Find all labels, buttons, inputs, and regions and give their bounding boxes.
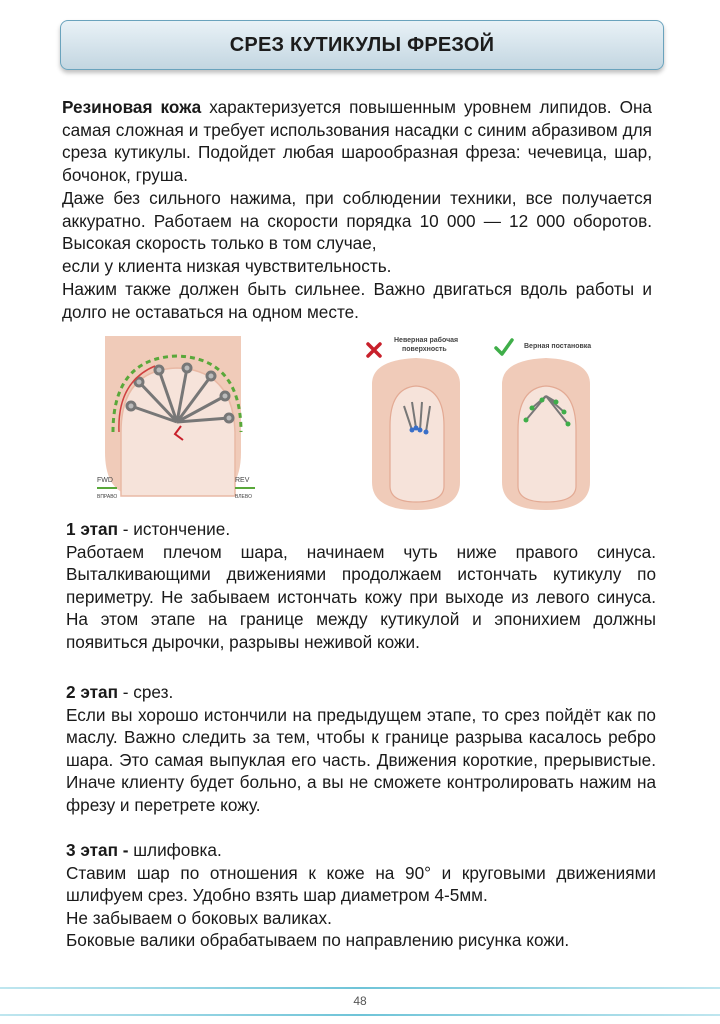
- footer-divider-bottom: [0, 1014, 720, 1016]
- intro-lead-bold: Резиновая кожа: [62, 97, 202, 117]
- page-number: 48: [353, 994, 367, 1008]
- cross-icon: [368, 344, 380, 356]
- stage-3-text-line2: Не забываем о боковых валиках.: [66, 907, 332, 928]
- stage-3-heading: [66, 839, 656, 862]
- direction-diagram: [95, 336, 270, 514]
- title-banner: [60, 20, 664, 70]
- correct-technique-figure: [490, 326, 610, 518]
- wrong-technique-figure: [360, 326, 472, 518]
- check-icon: [496, 340, 512, 354]
- wrong-label-line2: поверхность: [402, 346, 447, 353]
- stage-3-title: 3 этап -: [66, 840, 129, 860]
- stage-2-text: Если вы хорошо истончили на предыдущем этапе, то срез пойдёт как по маслу. Важно следить за тем, чтобы к границе разрыва касалось ребро шара. Это самая выпуклая его часть. Движения короткие, прерывистые. Иначе клиенту будет больно, а вы не сможете контролировать нажим на фрезу и перетрете кожу.: [66, 704, 656, 815]
- stage-3-text-line1: Ставим шар по отношения к коже на 90° и круговыми движениями шлифуем срез. Удобно взять шар диаметром 4-5мм.: [66, 862, 656, 906]
- intro-paragraph-1: [62, 96, 652, 186]
- stage-3: [66, 839, 656, 952]
- rev-sub-label: ВЛЕВО: [235, 494, 252, 500]
- rev-label: REV: [235, 477, 250, 484]
- stage-2-heading: [66, 681, 656, 704]
- fwd-label: FWD: [97, 477, 113, 484]
- stage-1: [66, 518, 656, 654]
- stage-3-text-line3: Боковые валики обрабатываем по направлению рисунка кожи.: [66, 930, 570, 951]
- stage-1-separator: -: [117, 519, 134, 539]
- intro-p2-line1: Даже без сильного нажима, при соблюдении техники, все получается аккуратно. Работаем на скорости порядка 10 000 — 12 000 оборотов. Высокая скорость только в том случае,: [62, 188, 652, 254]
- correct-label: Верная постановка: [524, 343, 592, 350]
- intro-paragraph-2: [62, 187, 652, 277]
- stage-2-separator: -: [117, 682, 134, 702]
- stage-1-subtitle: истончение.: [133, 519, 231, 539]
- intro-lead-text: характеризуется повышенным уровнем липидов. Она самая сложная и требует использования насадки с синим абразивом для среза кутикулы. Подойдет любая шарообразная фреза: чечевица, шар, бочонок, груша.: [62, 97, 652, 185]
- wrong-label-line1: Неверная рабочая: [394, 337, 459, 344]
- stage-2-title: 2 этап: [66, 682, 118, 702]
- stage-1-title: 1 этап: [66, 519, 118, 539]
- stage-3-subtitle: шлифовка.: [133, 840, 222, 860]
- stage-1-heading: [66, 518, 656, 541]
- intro-paragraph-3: Нажим также должен быть сильнее. Важно двигаться вдоль работы и долго не оставаться на одном месте.: [62, 279, 652, 322]
- stage-2-subtitle: срез.: [133, 682, 174, 702]
- footer-divider-top: [0, 987, 720, 989]
- stage-1-text: Работаем плечом шара, начинаем чуть ниже правого синуса. Выталкивающими движениями продолжаем истончать кутикулу по периметру. Не забываем истончать кожу при выходе из левого синуса. На этом этапе на границе между кутикулой и эпонихием должны появиться дырочки, разрывы неживой кожи.: [66, 541, 656, 652]
- stage-2: [66, 681, 656, 817]
- page-title: СРЕЗ КУТИКУЛЫ ФРЕЗОЙ: [229, 33, 495, 56]
- intro-p2-line2: если у клиента низкая чувствительность.: [62, 255, 392, 276]
- fwd-sub-label: ВПРАВО: [97, 494, 118, 500]
